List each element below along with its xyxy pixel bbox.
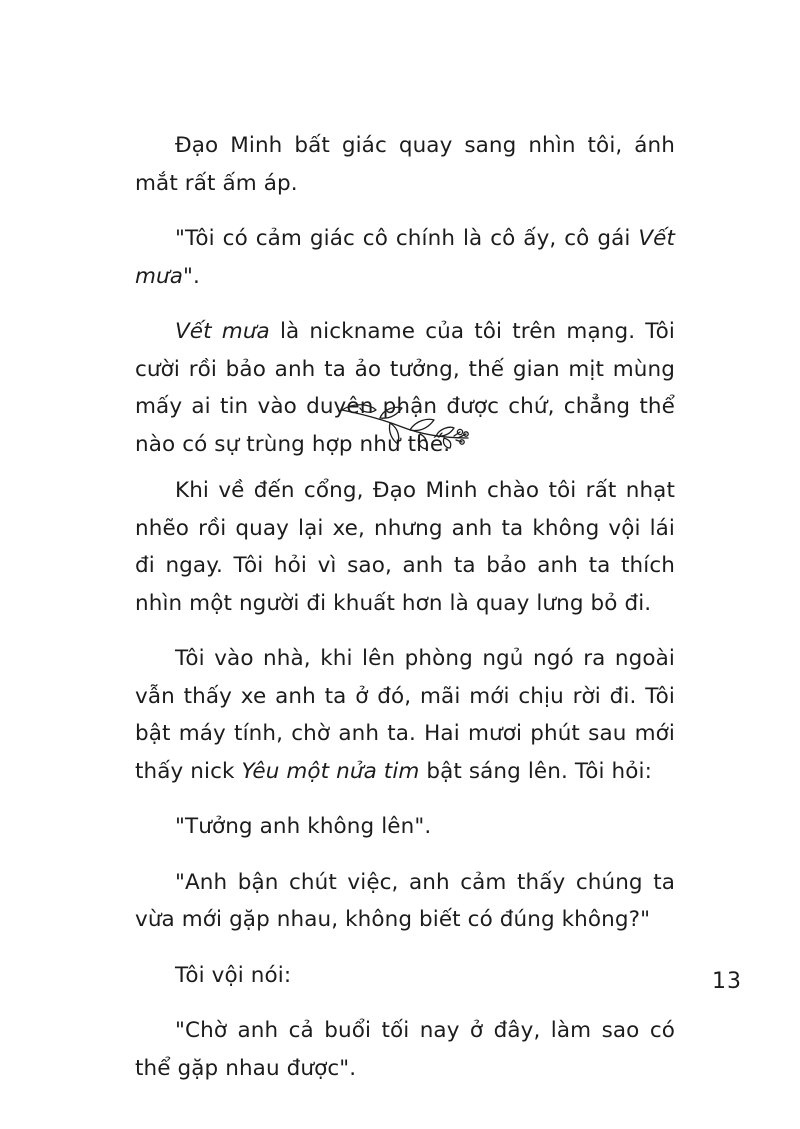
text-run: "Tôi có cảm giác cô chính là cô ấy, cô gái — [175, 226, 639, 251]
paragraph — [135, 957, 675, 995]
text-run: Tôi vội nói: — [175, 962, 292, 988]
text-run: Tôi vào nhà, khi lên phòng ngủ ngó ra ngoài vẫn thấy xe anh ta ở đó, mãi mới chịu rời đi. Tôi bật máy tính, chờ anh ta. Hai mươi phút sau mới thấy nick — [135, 646, 675, 784]
text-run: ". — [183, 263, 200, 289]
text-run: "Tưởng anh không lên". — [175, 814, 432, 839]
text-run: "Anh bận chút việc, anh cảm thấy chúng ta vừa mới gặp nhau, không biết có đúng không?" — [135, 869, 675, 932]
paragraph — [135, 220, 675, 295]
text-run: "Chờ anh cả buổi tối nay ở đây, làm sao có thể gặp nhau được". — [135, 1018, 675, 1081]
paragraph — [135, 864, 675, 939]
paragraph — [135, 808, 675, 846]
italic-text-run: Vết mưa — [175, 319, 270, 344]
paragraph — [135, 127, 675, 202]
text-run: Khi về đến cổng, Đạo Minh chào tôi rất nhạt nhẽo rồi quay lại xe, nhưng anh ta không vội lái đi ngay. Tôi hỏi vì sao, anh ta bảo anh ta thích nhìn một người đi khuất hơn là quay lưng bỏ đi. — [135, 478, 675, 616]
text-run: Đạo Minh bất giác quay sang nhìn tôi, ánh mắt rất ấm áp. — [135, 133, 675, 196]
paragraph — [135, 472, 675, 622]
text-run: bật sáng lên. Tôi hỏi: — [419, 758, 652, 784]
italic-text-run: Vết mưa — [135, 226, 675, 289]
text-section-bottom — [135, 472, 675, 1105]
leaf-branch-icon — [340, 400, 472, 450]
paragraph — [135, 640, 675, 790]
page-number: 13 — [712, 969, 742, 994]
italic-text-run: Yêu một nửa tim — [241, 758, 420, 784]
text-run: là nickname của tôi trên mạng. Tôi cười rồi bảo anh ta ảo tưởng, thế gian mịt mùng mấy ai tin vào duyên phận được chứ, chẳng thể nào có sự trùng hợp như thế. — [135, 319, 675, 457]
paragraph — [135, 1012, 675, 1087]
